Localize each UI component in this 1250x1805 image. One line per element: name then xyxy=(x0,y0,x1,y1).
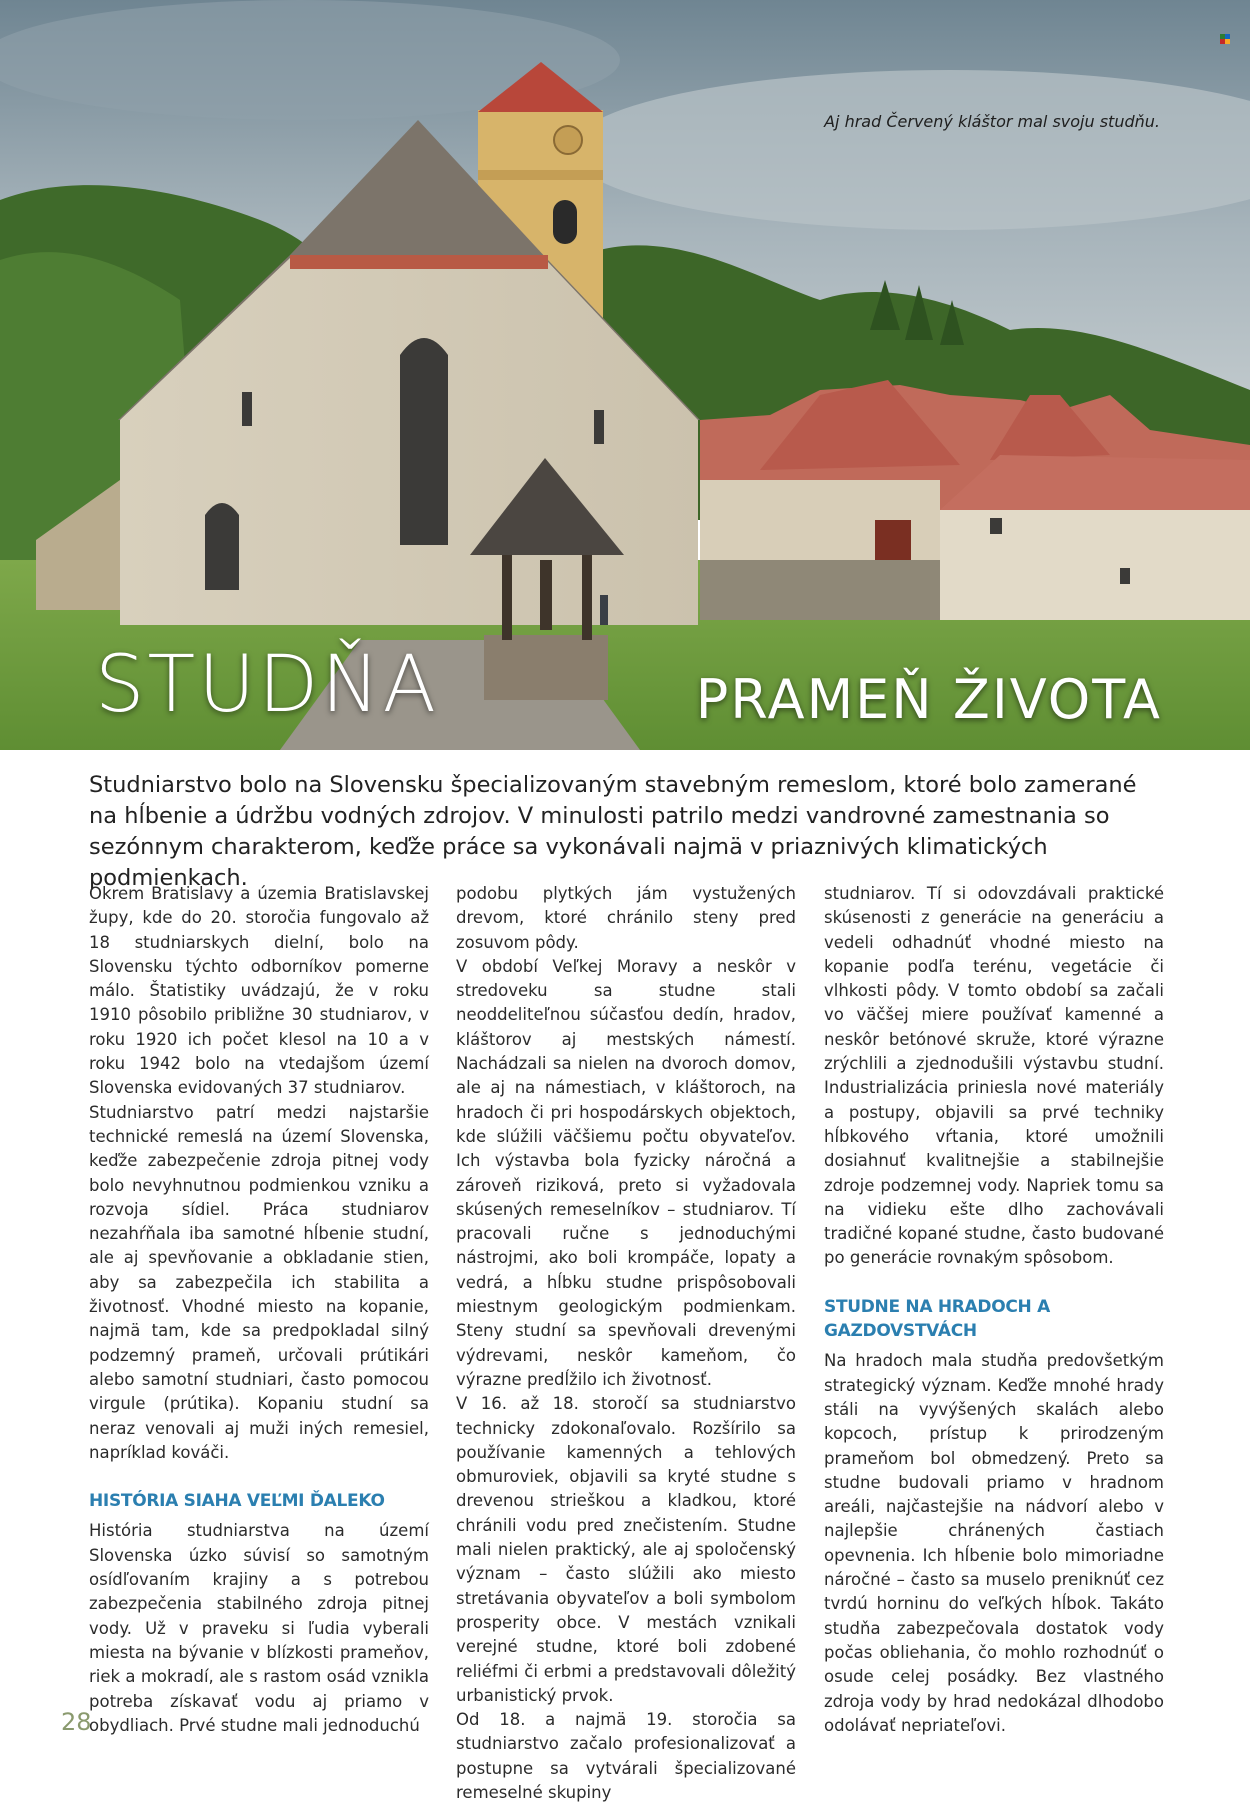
paragraph: Studniarstvo patrí medzi najstaršie technické remeslá na území Slovenska, keďže zabezpečenie zdroja pitnej vody bolo nevyhnutnou podmienkou vzniku a rozvoja sídiel. Práca studniarov nezahŕňala iba samotné hĺbenie studní, ale aj spevňovanie a obkladanie stien, aby sa zabezpečila ich stabilita a životnosť. Vhodné miesto na kopanie, najmä tam, kde sa predpokladal silný podzemný prameň, určovali prútikári alebo samotní studniari, často pomocou virgule (prútika). Kopaniu studní sa neraz venovali aj muži iných remesiel, napríklad kováči. xyxy=(89,1102,429,1462)
corner-color-marks xyxy=(1220,34,1230,44)
paragraph: studniarov. Tí si odovzdávali praktické skúsenosti z generácie na generáciu a vedeli odhadnúť vhodné miesto na kopanie podľa terénu, vegetácie či vlhkosti pôdy. V tomto období sa začali vo väčšej miere používať kamenné a neskôr betónové skruže, ktoré výrazne zrýchlili a zjednodušili výstavbu studní. Industrializácia priniesla nové materiály a postupy, objavili sa prvé techniky hĺbkového vŕtania, ktoré umožnili dosiahnuť kvalitnejšie a stabilnejšie zdroje podzemnej vody. Napriek tomu sa na vidieku ešte dlho zachovávali tradičné kopané studne, často budované po generácie rovnakým spôsobom. xyxy=(824,884,1164,1268)
lead-paragraph: Studniarstvo bolo na Slovensku špecializovaným stavebným remeslom, ktoré bolo zamerané na hĺbenie a údržbu vodných zdrojov. V minulosti patrilo medzi vandrovné zamestnania so sezónnym charakterom, keďže práce sa vykonávali najmä v priaznivých klimatických podmienkach. xyxy=(89,772,1137,891)
paragraph: História studniarstva na území Slovenska úzko súvisí so samotným osídľovaním krajiny a s potrebou zabezpečenia stabilného zdroja pitnej vody. Už v praveku si ľudia vyberali miesta na bývanie v blízkosti prameňov, riek a mokradí, ale s rastom osád vznikla potreba získavať vodu aj priamo v obydliach. Prvé studne mali jednoduchú xyxy=(89,1521,429,1735)
paragraph: V období Veľkej Moravy a neskôr v stredoveku sa studne stali neoddeliteľnou súčasťou dedín, hradov, kláštorov aj mestských námestí. Nachádzali sa nielen na dvoroch domov, ale aj na námestiach, v kláštoroch, na hradoch či pri hospodárskych objektoch, kde slúžili väčšiemu počtu obyvateľov. Ich výstavba bola fyzicky náročná a zároveň riziková, preto si vyžadovala skúsených remeselníkov – studniarov. Tí pracovali ručne s jednoduchými nástrojmi, ako boli krompáče, lopaty a vedrá, a hĺbku studne prispôsobovali miestnym geologickým podmienkam. Steny studní sa spevňovali drevenými výdrevami, neskôr kameňom, čo výrazne predĺžilo ich životnosť. xyxy=(456,956,796,1389)
photo-caption: Aj hrad Červený kláštor mal svoju studňu. xyxy=(824,112,1160,131)
column-3 xyxy=(824,882,1164,1738)
section-heading-history: HISTÓRIA SIAHA VEĽMI ĎALEKO xyxy=(89,1491,385,1512)
section-heading-castles: STUDNE NA HRADOCH A GAZDOVSTVÁCH xyxy=(824,1296,1050,1342)
paragraph: V 16. až 18. storočí sa studniarstvo technicky zdokonaľovalo. Rozšírilo sa používanie kamenných a tehlových obmuroviek, objavili sa kryté studne s drevenou strieškou a kladkou, ktoré chránili vodu pred znečistením. Studne mali nielen praktický, ale aj spoločenský význam – často slúžili ako miesto stretávania obyvateľov a boli symbolom prosperity obce. V mestách vznikali verejné studne, ktoré boli zdobené reliéfmi či erbmi a predstavovali dôležitý urbanistický prvok. xyxy=(456,1394,796,1705)
column-1 xyxy=(89,882,429,1738)
page-number: 28 xyxy=(61,1708,92,1736)
paragraph: Okrem Bratislavy a územia Bratislavskej župy, kde do 20. storočia fungovalo až 18 studniarskych dielní, bolo na Slovensku týchto odborníkov pomerne málo. Štatistiky uvádzajú, že v roku 1910 pôsobilo približne 30 studniarov, v roku 1920 ich počet klesol na 10 a v roku 1942 bolo na vtedajšom území Slovenska evidovaných 37 studniarov. xyxy=(89,884,429,1098)
column-2 xyxy=(456,882,796,1805)
title-pramen-zivota: PRAMEŇ ŽIVOTA xyxy=(695,668,1162,731)
paragraph: podobu plytkých jám vystužených drevom, ktoré chránilo steny pred zosuvom pôdy. xyxy=(456,884,796,952)
paragraph: Na hradoch mala studňa predovšetkým strategický význam. Keďže mnohé hrady stáli na vyvýšených skalách alebo kopcoch, prístup k prirodzeným prameňom bol obmedzený. Preto sa studne budovali priamo v hradnom areáli, najčastejšie na nádvorí alebo v najlepšie chránených častiach opevnenia. Ich hĺbenie bolo mimoriadne náročné – často sa muselo preniknúť cez tvrdú horninu do veľkých hĺbok. Takáto studňa zabezpečovala dostatok vody počas obliehania, čo mohlo rozhodnúť o osude celej posádky. Bez vlastného zdroja vody by hrad nedokázal dlhodobo odolávať nepriateľovi. xyxy=(824,1351,1164,1735)
hero-photo xyxy=(0,0,1250,750)
title-studna: STUDŇA xyxy=(95,640,440,730)
paragraph: Od 18. a najmä 19. storočia sa studniarstvo začalo profesionalizovať a postupne sa vytvárali špecializované remeselné skupiny xyxy=(456,1710,796,1802)
